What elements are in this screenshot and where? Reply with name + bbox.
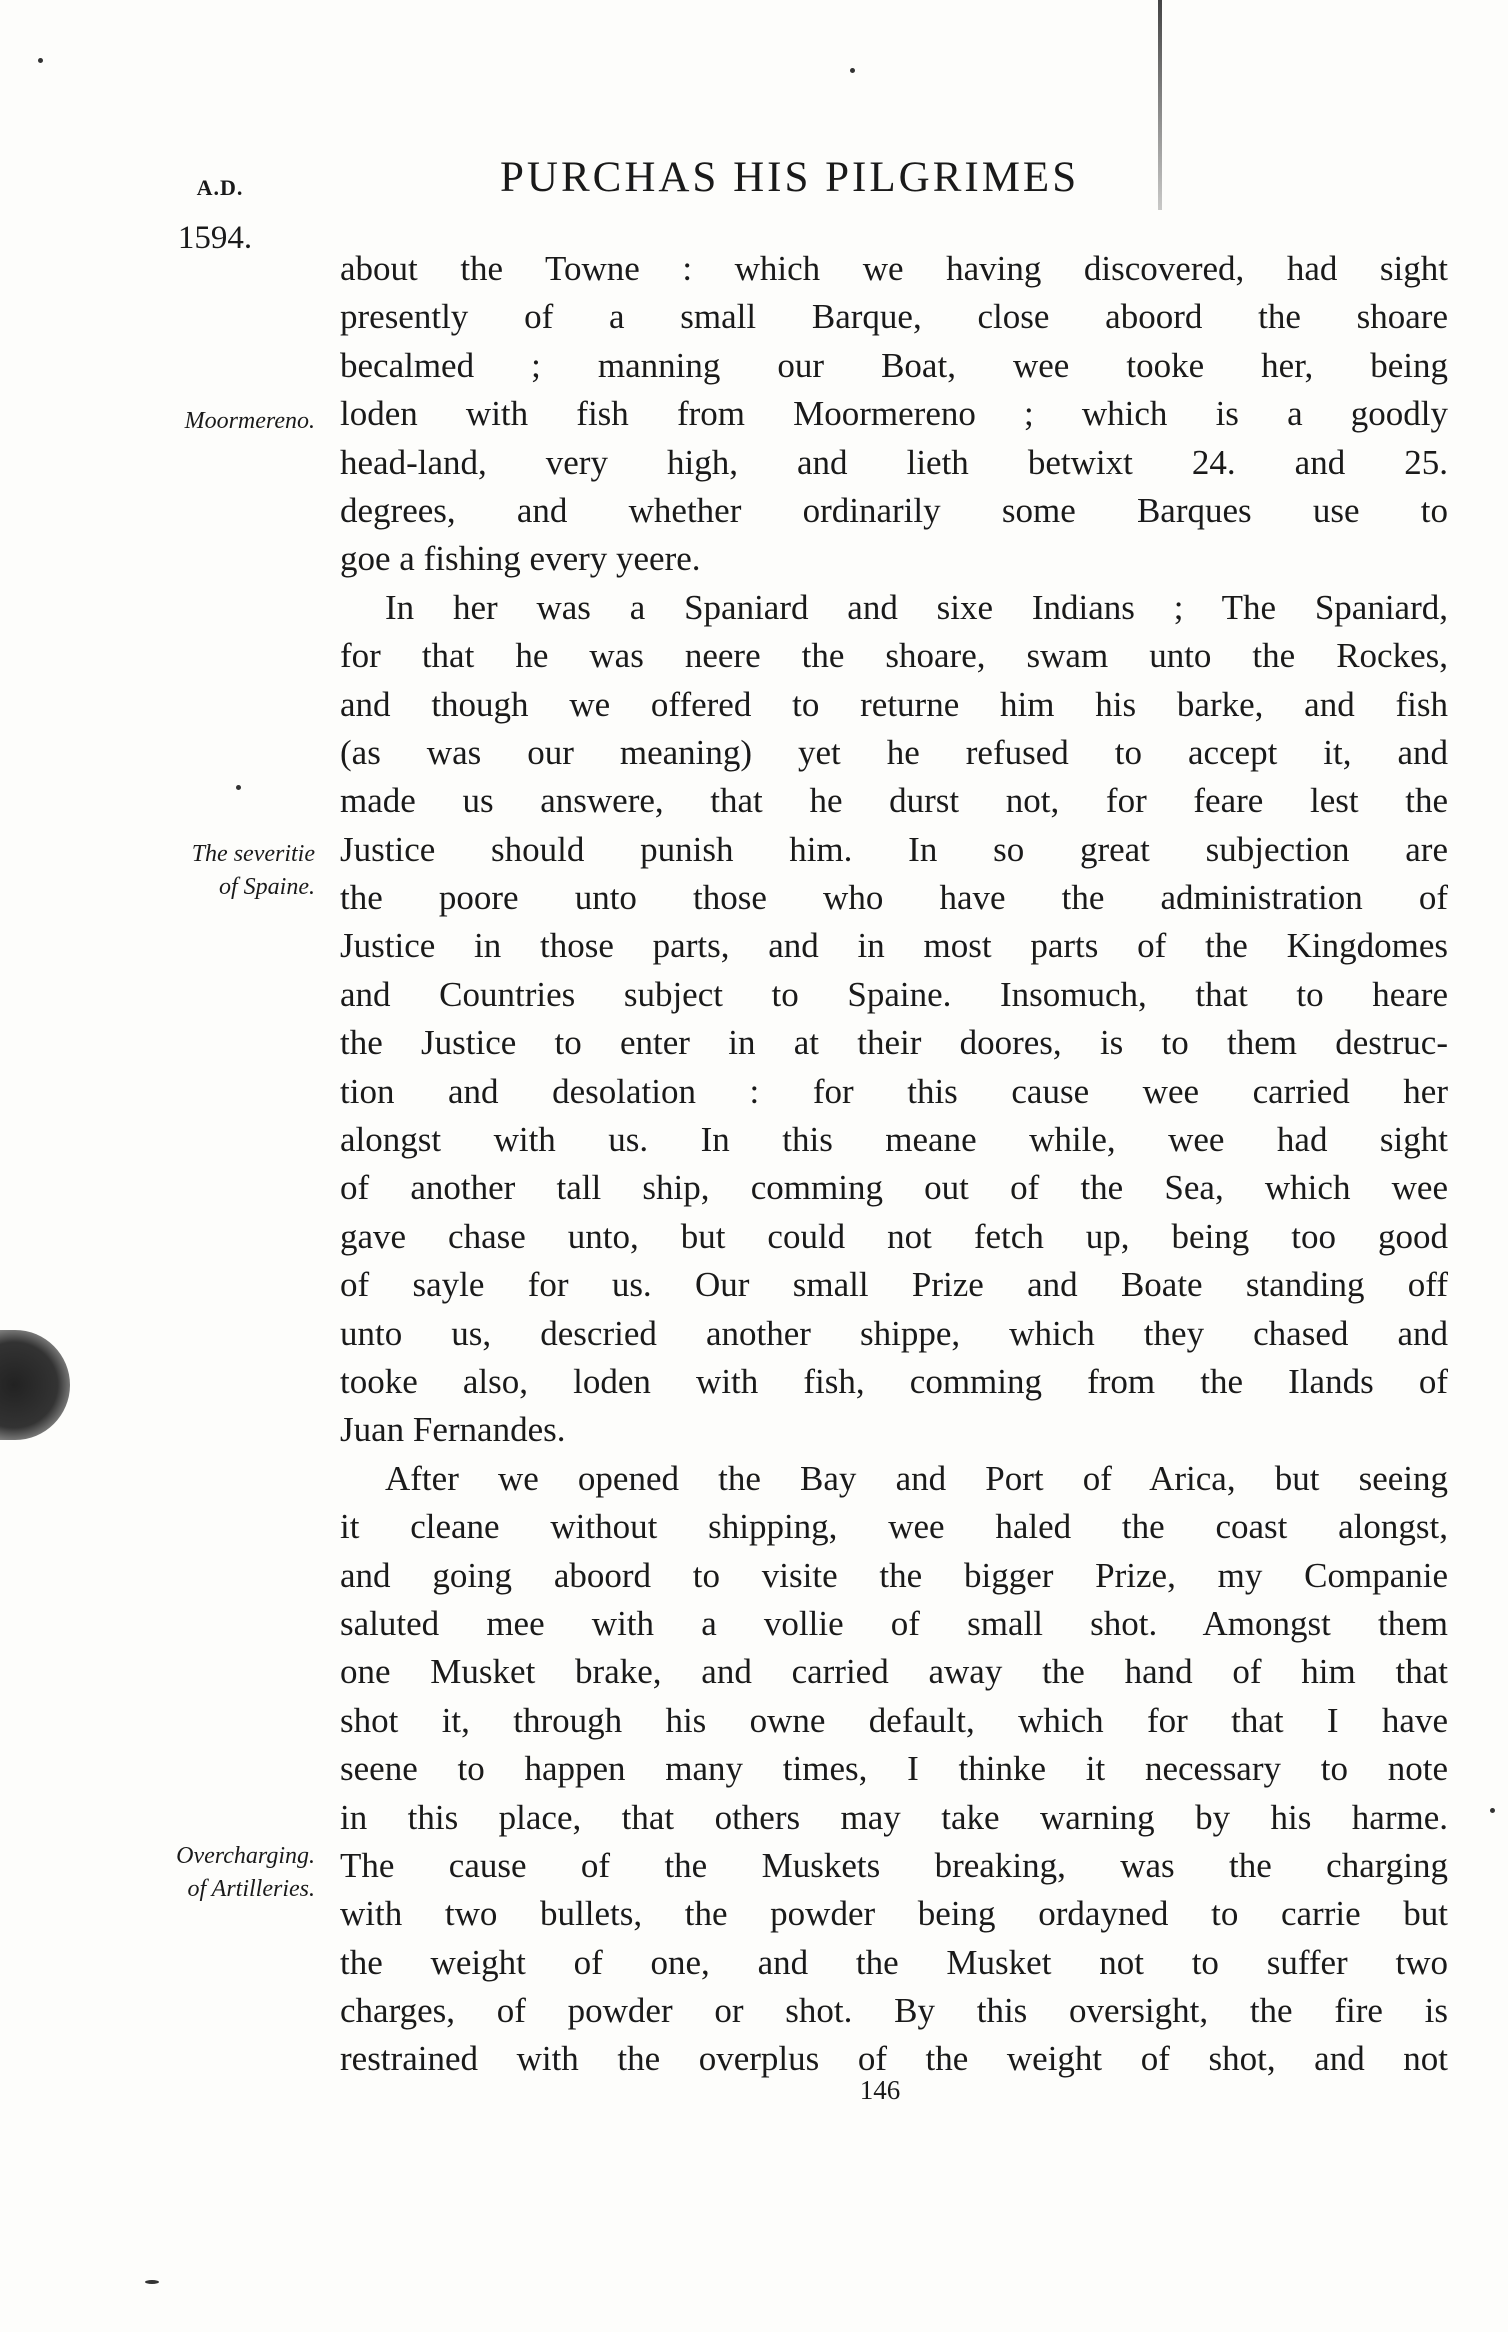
text-line: the Justice to enter in at their doores, is to them destruc- — [340, 1023, 1448, 1063]
ink-blot — [0, 1330, 70, 1440]
text-line: goe a fishing every yeere. — [340, 539, 701, 579]
text-line: and Countries subject to Spaine. Insomuch, that to heare — [340, 974, 1448, 1014]
margin-note-overcharging — [100, 1840, 315, 1906]
margin-note-moormereno — [100, 405, 315, 438]
text-line: After we opened the Bay and Port of Arica, but seeing — [385, 1458, 1448, 1498]
margin-note-line: of Artilleries. — [187, 1876, 315, 1902]
margin-note-line: Overcharging. — [176, 1843, 315, 1869]
body-text — [340, 245, 1448, 2084]
text-line: tion and desolation : for this cause wee carried her — [340, 1071, 1448, 1111]
margin-note-line: The severitie — [191, 841, 315, 867]
text-line: about the Towne : which we having discovered, had sight — [340, 249, 1448, 288]
text-line: Juan Fernandes. — [340, 1410, 566, 1450]
text-line: seene to happen many times, I thinke it necessary to note — [340, 1749, 1448, 1789]
text-line: gave chase unto, but could not fetch up, being too good — [340, 1216, 1448, 1256]
margin-note-line: Moormereno. — [184, 408, 315, 434]
speck-mark — [38, 58, 43, 63]
margin-note-line: of Spaine. — [219, 874, 315, 900]
text-line: alongst with us. In this meane while, wee had sight — [340, 1120, 1448, 1160]
text-line: and going aboord to visite the bigger Prize, my Companie — [340, 1555, 1448, 1595]
margin-note-severitie — [100, 838, 315, 904]
page-number: 146 — [859, 2075, 901, 2105]
text-line: Justice should punish him. In so great subjection are — [340, 829, 1448, 869]
text-line: of another tall ship, comming out of the Sea, which wee — [340, 1168, 1448, 1208]
text-line: becalmed ; manning our Boat, wee tooke her, being — [340, 345, 1448, 385]
speck-mark — [1490, 1808, 1495, 1813]
text-line: presently of a small Barque, close aboord the shoare — [340, 297, 1448, 337]
speck-mark — [145, 2280, 159, 2284]
text-line: and though we offered to returne him his barke, and fish — [340, 684, 1448, 724]
text-line: one Musket brake, and carried away the hand of him that — [340, 1652, 1448, 1692]
text-line: The cause of the Muskets breaking, was the charging — [340, 1845, 1448, 1885]
text-line: for that he was neere the shoare, swam unto the Rockes, — [340, 636, 1448, 676]
text-line: shot it, through his owne default, which for that I have — [340, 1700, 1448, 1740]
running-title: PURCHAS HIS PILGRIMES — [500, 154, 1080, 201]
text-line: (as was our meaning) yet he refused to accept it, and — [340, 732, 1448, 772]
text-line: saluted mee with a vollie of small shot. Amongst them — [340, 1603, 1448, 1643]
text-line: unto us, descried another shippe, which they chased and — [340, 1313, 1448, 1353]
text-line: it cleane without shipping, wee haled the coast alongst, — [340, 1507, 1448, 1547]
text-line: tooke also, loden with fish, comming from the Ilands of — [340, 1361, 1448, 1401]
text-line: the weight of one, and the Musket not to suffer two — [340, 1942, 1448, 1982]
text-line: in this place, that others may take warning by his harme. — [340, 1797, 1448, 1837]
text-line: of sayle for us. Our small Prize and Boate standing off — [340, 1265, 1448, 1305]
speck-mark — [236, 785, 241, 790]
text-line: Justice in those parts, and in most parts of the Kingdomes — [340, 926, 1448, 966]
speck-mark — [850, 68, 855, 73]
text-line: restrained with the overplus of the weight of shot, and not — [340, 2039, 1448, 2079]
text-line: loden with fish from Moormereno ; which is a goodly — [340, 394, 1448, 434]
text-line: the poore unto those who have the administration of — [340, 878, 1448, 918]
text-line: made us answere, that he durst not, for feare lest the — [340, 781, 1448, 821]
era-label: A.D. — [196, 175, 244, 200]
text-line: degrees, and whether ordinarily some Barques use to — [340, 490, 1448, 530]
text-line: head-land, very high, and lieth betwixt 24. and 25. — [340, 442, 1448, 482]
text-line: with two bullets, the powder being ordayned to carrie but — [340, 1894, 1448, 1934]
year-label: 1594. — [177, 220, 253, 256]
text-line: In her was a Spaniard and sixe Indians ; The Spaniard, — [385, 587, 1448, 627]
text-line: charges, of powder or shot. By this oversight, the fire is — [340, 1991, 1448, 2031]
